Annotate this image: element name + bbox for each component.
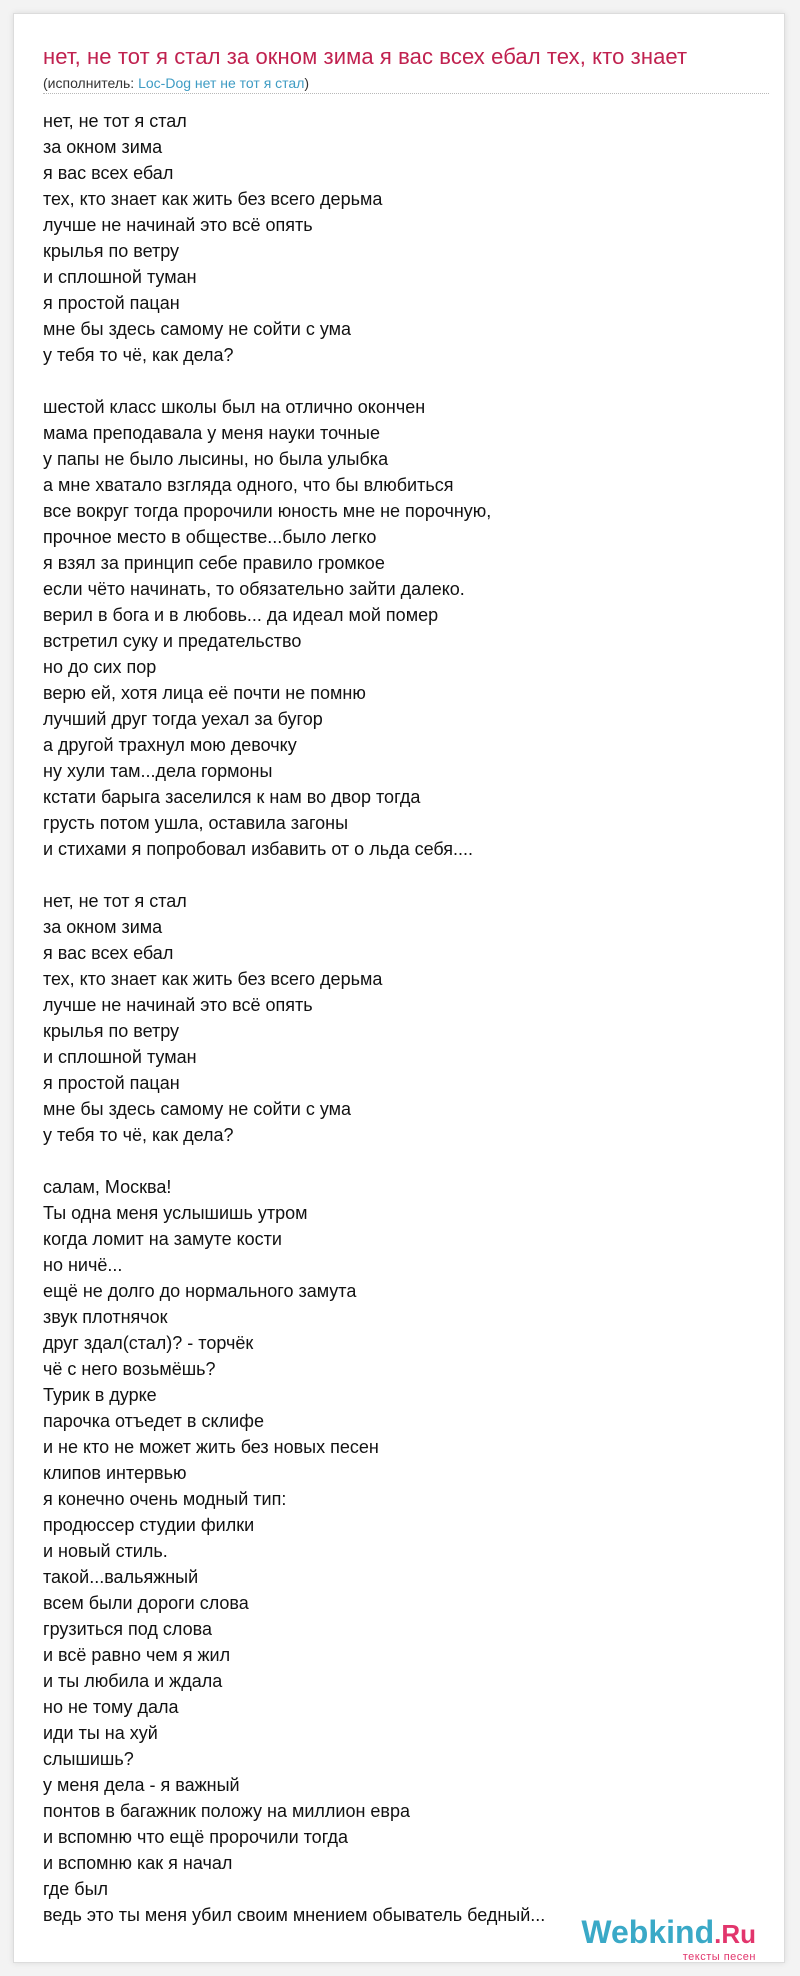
lyric-line: и всё равно чем я жил bbox=[43, 1645, 231, 1665]
lyric-line: слышишь? bbox=[43, 1749, 134, 1769]
lyric-line: за окном зима bbox=[43, 137, 163, 157]
lyric-line: у тебя то чё, как дела? bbox=[43, 1125, 234, 1145]
lyric-line: все вокруг тогда пророчили юность мне не порочную, bbox=[43, 501, 492, 521]
lyric-line: мама преподавала у меня науки точные bbox=[43, 423, 380, 443]
lyric-line: когда ломит на замуте кости bbox=[43, 1229, 282, 1249]
lyric-line: клипов интервью bbox=[43, 1463, 187, 1483]
logo-main-text: Webkind bbox=[581, 1914, 715, 1950]
page-title: нет, не тот я стал за окном зима я вас всех ебал тех, кто знает bbox=[43, 44, 688, 69]
lyric-line: я вас всех ебал bbox=[43, 943, 174, 963]
lyric-line: и вспомню что ещё пророчили тогда bbox=[43, 1827, 348, 1847]
lyric-line: тех, кто знает как жить без всего дерьма bbox=[43, 189, 383, 209]
webkind-logo[interactable] bbox=[581, 1916, 756, 1963]
lyric-line bbox=[43, 862, 773, 888]
lyric-line: парочка отъедет в склифе bbox=[43, 1411, 264, 1431]
lyric-line bbox=[43, 368, 773, 394]
lyric-line: салам, Москва! bbox=[43, 1177, 172, 1197]
lyric-line: верил в бога и в любовь... да идеал мой помер bbox=[43, 605, 439, 625]
logo-tagline: тексты песен bbox=[682, 1951, 756, 1963]
lyric-line: если чёто начинать, то обязательно зайти далеко. bbox=[43, 579, 465, 599]
lyric-line: продюссер студии филки bbox=[43, 1515, 255, 1535]
lyric-line: звук плотнячок bbox=[43, 1307, 168, 1327]
lyric-line: и сплошной туман bbox=[43, 1047, 197, 1067]
lyric-line: и не кто не может жить без новых песен bbox=[43, 1437, 379, 1457]
lyric-line: я простой пацан bbox=[43, 293, 180, 313]
lyric-line: и вспомню как я начал bbox=[43, 1853, 233, 1873]
artist-line bbox=[43, 75, 309, 91]
lyric-line: верю ей, хотя лица её почти не помню bbox=[43, 683, 366, 703]
lyric-line: понтов в багажник положу на миллион евра bbox=[43, 1801, 410, 1821]
lyric-line: где был bbox=[43, 1879, 109, 1899]
lyric-line: мне бы здесь самому не сойти с ума bbox=[43, 1099, 352, 1119]
artist-prefix: (исполнитель: bbox=[43, 75, 139, 91]
lyric-line: крылья по ветру bbox=[43, 241, 180, 261]
lyric-line: ещё не долго до нормального замута bbox=[43, 1281, 357, 1301]
lyric-line: друг здал(стал)? - торчёк bbox=[43, 1333, 254, 1353]
lyric-line: нет, не тот я стал bbox=[43, 891, 187, 911]
lyric-line: всем были дороги слова bbox=[43, 1593, 249, 1613]
lyric-line: у папы не было лысины, но была улыбка bbox=[43, 449, 389, 469]
lyric-line: и ты любила и ждала bbox=[43, 1671, 223, 1691]
lyric-line: но ничё... bbox=[43, 1255, 123, 1275]
artist-suffix: ) bbox=[304, 75, 310, 91]
lyric-line: лучше не начинай это всё опять bbox=[43, 215, 313, 235]
lyric-line bbox=[43, 1148, 773, 1174]
lyric-line: иди ты на хуй bbox=[43, 1723, 158, 1743]
lyric-line: Турик в дурке bbox=[43, 1385, 157, 1405]
lyric-line: крылья по ветру bbox=[43, 1021, 180, 1041]
lyric-line: прочное место в обществе...было легко bbox=[43, 527, 377, 547]
lyric-line: у меня дела - я важный bbox=[43, 1775, 240, 1795]
lyric-line: грузиться под слова bbox=[43, 1619, 213, 1639]
logo-wordmark bbox=[581, 1916, 756, 1950]
lyric-line: тех, кто знает как жить без всего дерьма bbox=[43, 969, 383, 989]
artist-link[interactable]: Loc-Dog нет не тот я стал bbox=[138, 75, 305, 91]
lyrics-card bbox=[13, 13, 785, 1963]
lyric-line: я взял за принцип себе правило громкое bbox=[43, 553, 385, 573]
lyric-line: шестой класс школы был на отлично окончен bbox=[43, 397, 426, 417]
lyric-line: кстати барыга заселился к нам во двор тогда bbox=[43, 787, 421, 807]
lyric-line: я вас всех ебал bbox=[43, 163, 174, 183]
lyric-line: лучший друг тогда уехал за бугор bbox=[43, 709, 323, 729]
lyric-line: грусть потом ушла, оставила загоны bbox=[43, 813, 349, 833]
lyric-line: а мне хватало взгляда одного, что бы влюбиться bbox=[43, 475, 454, 495]
lyric-line: лучше не начинай это всё опять bbox=[43, 995, 313, 1015]
lyric-line: у тебя то чё, как дела? bbox=[43, 345, 234, 365]
logo-tld: .Ru bbox=[714, 1919, 756, 1949]
lyric-line: встретил суку и предательство bbox=[43, 631, 302, 651]
lyric-line: но до сих пор bbox=[43, 657, 157, 677]
lyric-line: за окном зима bbox=[43, 917, 163, 937]
lyric-line: но не тому дала bbox=[43, 1697, 179, 1717]
lyric-line: ведь это ты меня убил своим мнением обыватель бедный... bbox=[43, 1905, 546, 1925]
lyric-line: я простой пацан bbox=[43, 1073, 180, 1093]
lyric-line: нет, не тот я стал bbox=[43, 111, 187, 131]
lyric-line: и стихами я попробовал избавить от о льда себя.... bbox=[43, 839, 474, 859]
lyric-line: а другой трахнул мою девочку bbox=[43, 735, 297, 755]
header-divider bbox=[43, 93, 769, 94]
lyric-line: и сплошной туман bbox=[43, 267, 197, 287]
lyric-line: мне бы здесь самому не сойти с ума bbox=[43, 319, 352, 339]
lyric-line: ну хули там...дела гормоны bbox=[43, 761, 273, 781]
lyric-line: я конечно очень модный тип: bbox=[43, 1489, 287, 1509]
lyric-line: такой...вальяжный bbox=[43, 1567, 199, 1587]
lyrics-text bbox=[43, 108, 773, 1928]
lyric-line: Ты одна меня услышишь утром bbox=[43, 1203, 308, 1223]
lyric-line: чё с него возьмёшь? bbox=[43, 1359, 216, 1379]
lyric-line: и новый стиль. bbox=[43, 1541, 168, 1561]
